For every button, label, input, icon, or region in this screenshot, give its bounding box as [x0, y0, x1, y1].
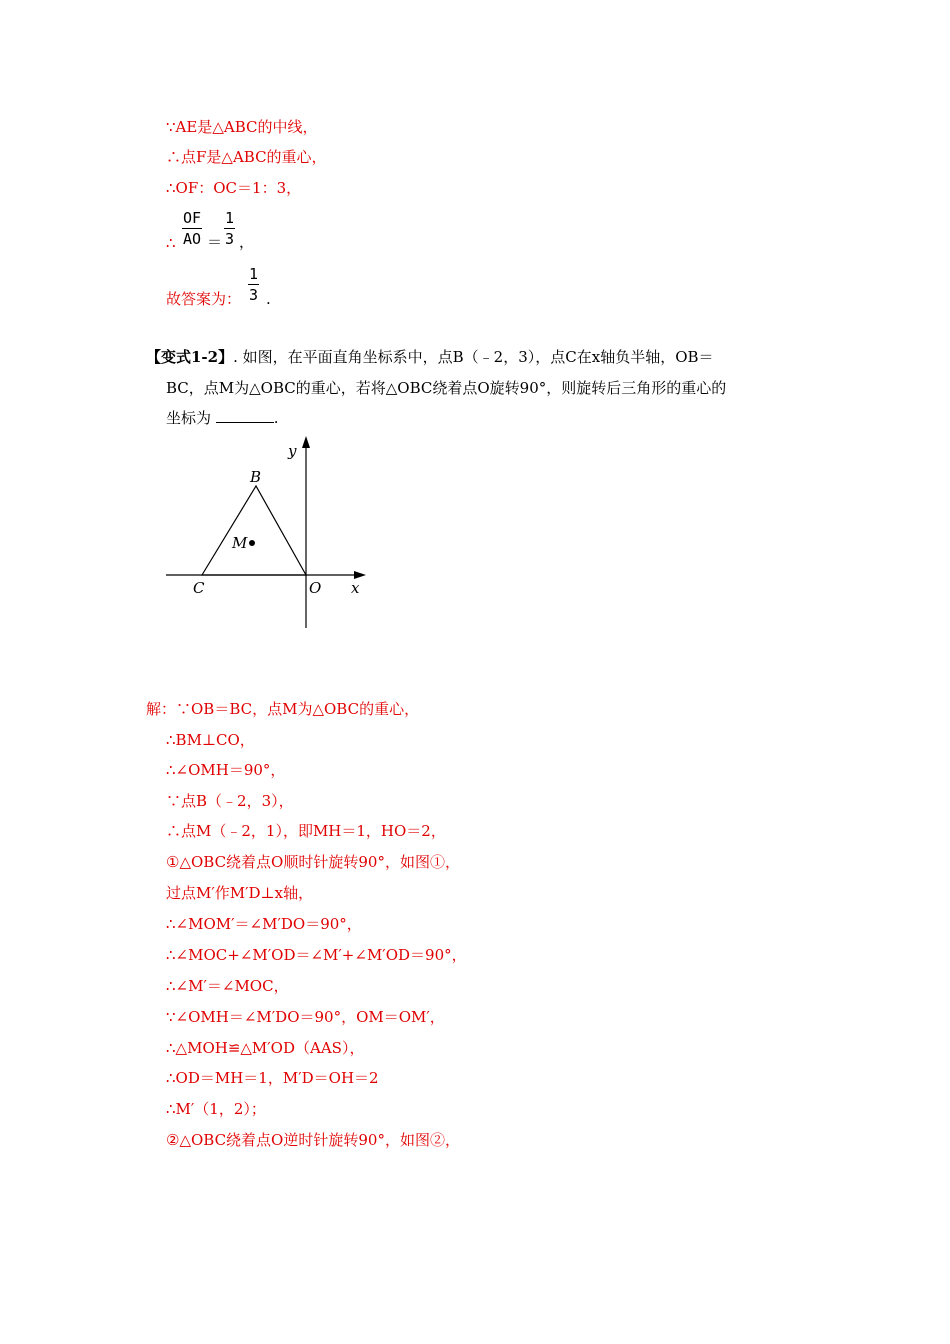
centroid-point	[249, 540, 255, 546]
answer-fraction	[248, 264, 259, 305]
solution-line: ∴OF：OC＝1：3，	[166, 179, 302, 197]
solution-line: ∴△MOH≌△M′OD（AAS），	[166, 1039, 365, 1057]
x-label: x	[351, 579, 360, 597]
answer-prefix: 故答案为：	[166, 290, 242, 308]
answer-blank	[216, 408, 274, 423]
x-axis-arrow	[354, 571, 366, 579]
problem-label: 【变式1-2】	[146, 348, 234, 366]
answer-suffix: .	[266, 290, 271, 308]
y-axis-arrow	[302, 436, 310, 448]
solution-line: ∵AE是△ABC的中线，	[166, 118, 318, 136]
solution-line: ②△OBC绕着点O逆时针旋转90°，如图②，	[166, 1131, 460, 1149]
fraction-prefix: ∴	[166, 234, 176, 252]
y-label: y	[288, 442, 297, 460]
solution-line: 解：∵OB＝BC，点M为△OBC的重心，	[146, 700, 420, 718]
problem-line-1	[146, 347, 714, 367]
solution-line: ∴∠M′＝∠MOC，	[166, 977, 289, 995]
solution-line: ∴点F是△ABC的重心，	[166, 148, 327, 166]
fraction-denominator: AO	[183, 230, 202, 248]
problem-text: 坐标为	[166, 409, 212, 427]
triangle-obc	[202, 486, 306, 575]
fraction-of-ao	[182, 208, 202, 249]
problem-line-3	[166, 408, 279, 428]
fraction-one-third	[224, 208, 235, 249]
solution-line: ∴BM⊥CO，	[166, 731, 255, 749]
solution-line: ∴∠OMH＝90°，	[166, 761, 286, 779]
solution-line: ∵∠OMH＝∠M′DO＝90°，OM＝OM′，	[166, 1008, 445, 1026]
solution-line: ①△OBC绕着点O顺时针旋转90°，如图①，	[166, 853, 460, 871]
solution-line: ∵点B（﹣2，3），	[166, 792, 294, 810]
solution-line: ∴M′（1，2）；	[166, 1100, 266, 1118]
solution-line: 过点M′作M′D⊥x轴，	[166, 884, 314, 902]
origin-label: O	[309, 579, 322, 597]
solution-line: ∴∠MOM′＝∠M′DO＝90°，	[166, 915, 362, 933]
point-c-label: C	[193, 579, 205, 597]
solution-line: ∴点M（﹣2，1），即MH＝1，HO＝2，	[166, 822, 446, 840]
comma: ，	[239, 233, 255, 251]
coordinate-figure	[160, 432, 380, 632]
problem-text: .	[273, 409, 279, 427]
problem-line-2: BC，点M为△OBC的重心，若将△OBC绕着点O旋转90°，则旋转后三角形的重心的	[166, 379, 727, 397]
fraction-numerator: OF	[183, 209, 202, 227]
problem-text: . 如图，在平面直角坐标系中，点B（﹣2，3），点C在x轴负半轴，OB＝	[233, 348, 714, 366]
fraction-denominator: 3	[249, 286, 259, 304]
point-b-label: B	[250, 468, 262, 486]
fraction-denominator: 3	[225, 230, 235, 248]
point-m-label: M	[232, 534, 248, 552]
fraction-numerator: 1	[249, 265, 259, 283]
equals-sign: ＝	[207, 233, 223, 251]
solution-line: ∴∠MOC+∠M′OD＝∠M′+∠M′OD＝90°，	[166, 946, 467, 964]
solution-line: ∴OD＝MH＝1，M′D＝OH＝2	[166, 1069, 379, 1087]
fraction-numerator: 1	[225, 209, 235, 227]
